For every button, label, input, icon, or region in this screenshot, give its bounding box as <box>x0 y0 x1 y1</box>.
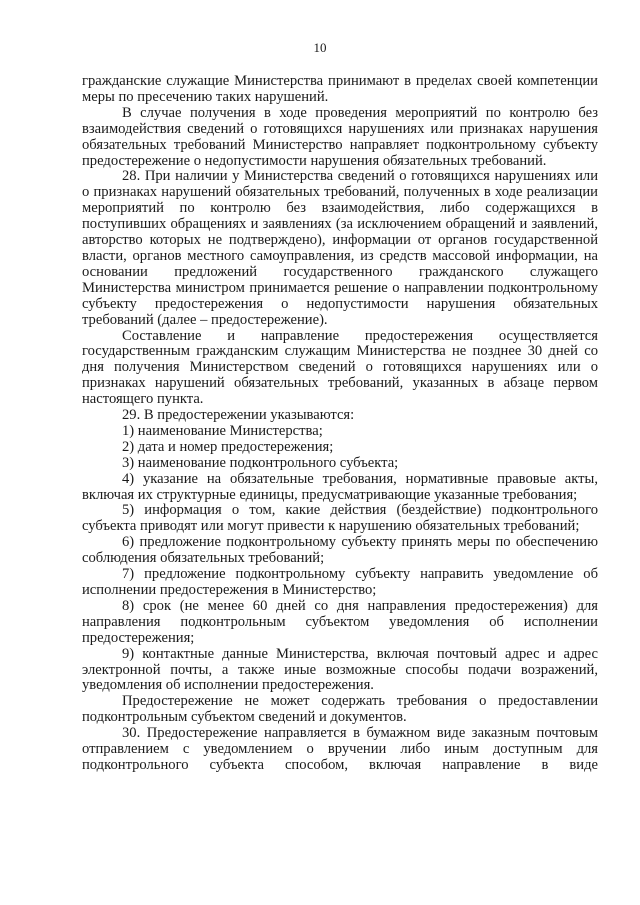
list-item-1: 1) наименование Министерства; <box>122 422 323 439</box>
document-body <box>82 74 598 774</box>
list-item-2: 2) дата и номер предостережения; <box>122 438 334 455</box>
list-item-3: 3) наименование подконтрольного субъекта; <box>122 454 399 471</box>
paragraph-warning-without-interaction: В случае получения в ходе проведения мероприятий по контролю без взаимодействия сведений о готовящихся нарушениях или признаках нарушения обязательных требований Министерство направляет подконтрольному субъекту предостережение о недопустимости нарушения обязательных требований. <box>82 104 598 169</box>
list-item-5: 5) информация о том, какие действия (бездействие) подконтрольного субъекта приводят или могут привести к нарушению обязательных требований; <box>82 502 598 535</box>
paragraph-item-28: 28. При наличии у Министерства сведений о готовящихся нарушениях или о признаках нарушений обязательных требований, полученных в ходе реализации мероприятий по контролю без взаимодействия, либо содержащихся в поступивших обращениях и заявлениях (за исключением обращений и заявлений, авторство которых не подтверждено), информации от органов государственной власти, органов местного самоуправления, из средств массовой информации, на основании предложений государственного гражданского служащего Министерства министром принимается решение о направлении подконтрольному субъекту предостережения о недопустимости нарушения обязательных требований (далее – предостережение). <box>82 168 598 328</box>
paragraph-warning-deadline: Составление и направление предостережения осуществляется государственным гражданским служащим Министерства не позднее 30 дней со дня получения Министерством сведений о готовящихся нарушениях или о признаках нарушений обязательных требований, указанных в абзаце первом настоящего пункта. <box>82 327 598 408</box>
paragraph-warning-restriction: Предостережение не может содержать требования о предоставлении подконтрольным субъектом сведений и документов. <box>82 693 598 726</box>
page-number: 10 <box>313 40 327 55</box>
paragraph-item-29-intro: 29. В предостережении указываются: <box>122 407 355 424</box>
paragraph-item-30: 30. Предостережение направляется в бумажном виде заказным почтовым отправлением с уведомлением о вручении либо иным доступным для подконтрольного субъекта способом, включая направление в виде <box>82 725 598 773</box>
list-item-6: 6) предложение подконтрольному субъекту принять меры по обеспечению соблюдения обязательных требований; <box>82 534 598 567</box>
list-item-4: 4) указание на обязательные требования, нормативные правовые акты, включая их структурные единицы, предусматривающие указанные требования; <box>82 470 598 503</box>
paragraph-continuation: гражданские служащие Министерства принимают в пределах своей компетенции меры по пресечению таких нарушений. <box>82 73 598 105</box>
list-item-8: 8) срок (не менее 60 дней со дня направления предостережения) для направления подконтрольным субъектом уведомления об исполнении предостережения; <box>82 597 598 646</box>
list-item-9: 9) контактные данные Министерства, включая почтовый адрес и адрес электронной почты, а также иные возможные способы подачи возражений, уведомления об исполнении предостережения. <box>82 645 598 694</box>
list-item-7: 7) предложение подконтрольному субъекту направить уведомление об исполнении предостережения в Министерство; <box>82 566 598 598</box>
